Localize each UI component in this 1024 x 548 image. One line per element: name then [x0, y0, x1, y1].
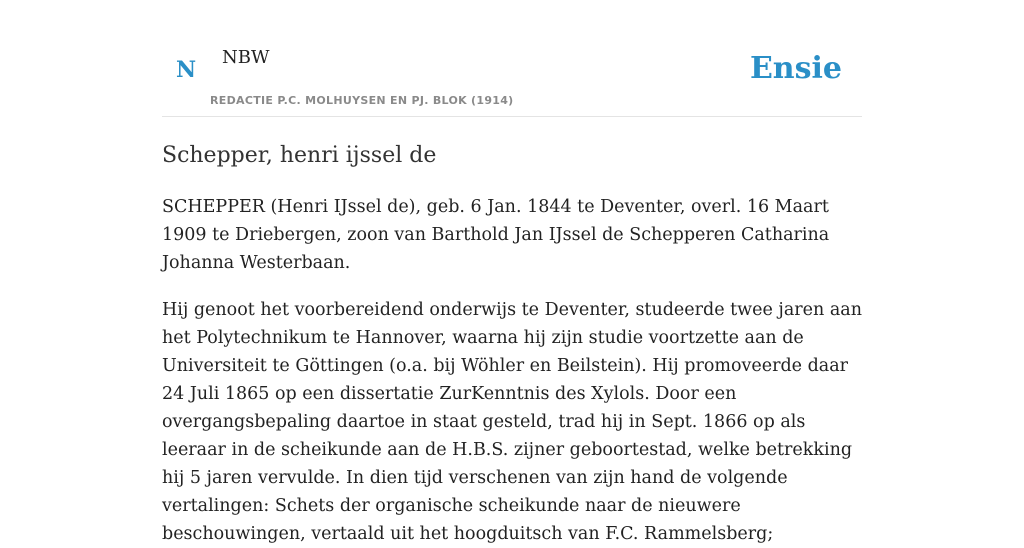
article-paragraph: Hij genoot het voorbereidend onderwijs te Deventer, studeerde twee jaren aan het Polytechnikum te Hannover, waarna hij zijn studie voortzette aan de Universiteit te Göttingen (o.a. bij Wöhler en Beilstein). Hij promoveerde daar 24 Juli 1865 op een dissertatie ZurKenntnis des Xylols. Door een overgangsbepaling daartoe in staat gesteld, trad hij in Sept. 1866 op als leeraar in de scheikunde aan de H.B.S. zijner geboortestad, welke betrekking hij 5 jaren vervulde. In dien tijd verschenen van zijn hand de volgende vertalingen: Schets der organische scheikunde naar de nieuwere beschouwingen, vertaald uit het hoogduitsch van F.C. Rammelsberg;: [162, 300, 862, 544]
article-title: Schepper, henri ijssel de: [162, 143, 437, 168]
ensie-brand-logo[interactable]: Ensie: [749, 51, 842, 86]
article-paragraph: SCHEPPER (Henri IJssel de), geb. 6 Jan. 1844 te Deventer, overl. 16 Maart 1909 te Driebergen, zoon van Barthold Jan IJssel de Schepperen Catharina Johanna Westerbaan.: [162, 197, 830, 273]
source-header: [162, 0, 862, 117]
source-logo[interactable]: N: [176, 57, 197, 83]
source-editors: REDACTIE P.C. MOLHUYSEN EN PJ. BLOK (1914): [210, 94, 514, 107]
page-container: [162, 0, 862, 548]
source-name-link[interactable]: NBW: [222, 47, 270, 68]
